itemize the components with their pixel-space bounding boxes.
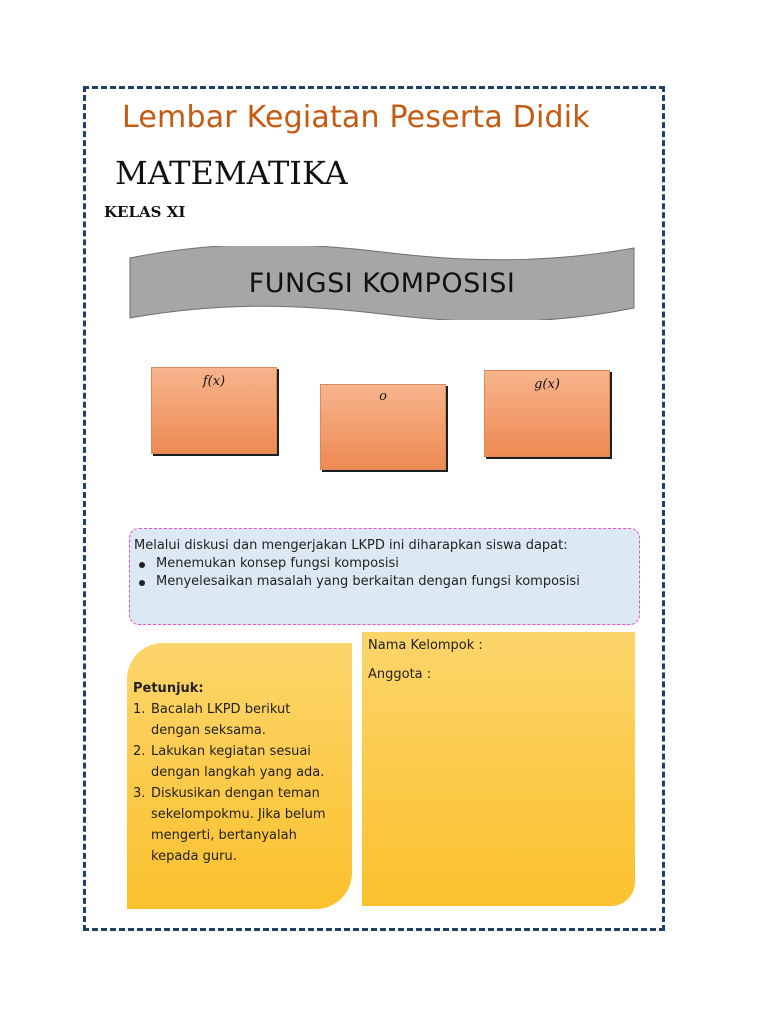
objective-text: Menemukan konsep fungsi komposisi	[156, 556, 399, 571]
bullet-icon	[139, 562, 145, 568]
instruction-number: 3.	[133, 786, 146, 801]
function-f-label: f(x)	[202, 374, 226, 389]
instruction-text: Lakukan kegiatan sesuai dengan langkah yang ada.	[151, 744, 325, 780]
learning-objectives-box	[129, 528, 640, 625]
bullet-icon	[139, 580, 145, 586]
instruction-item	[133, 699, 342, 741]
objective-text: Menyelesaikan masalah yang berkaitan dengan fungsi komposisi	[156, 574, 580, 589]
instruction-number: 1.	[133, 702, 146, 717]
objectives-list	[134, 556, 639, 589]
instructions-heading: Petunjuk:	[133, 681, 204, 696]
topic-title: FUNGSI KOMPOSISI	[248, 267, 516, 299]
instruction-item	[133, 783, 342, 867]
function-g-box	[484, 370, 610, 457]
instruction-text: Diskusikan dengan teman sekelompokmu. Jika belum mengerti, bertanyalah kepada guru.	[151, 786, 326, 864]
instructions-box	[127, 643, 352, 909]
objectives-intro: Melalui diskusi dan mengerjakan LKPD ini diharapkan siswa dapat:	[134, 538, 568, 553]
group-members-label: Anggota :	[368, 667, 432, 682]
function-g-label: g(x)	[534, 377, 560, 392]
instruction-number: 2.	[133, 744, 146, 759]
worksheet-title: Lembar Kegiatan Peserta Didik	[122, 100, 590, 135]
group-info-box	[362, 632, 635, 906]
composition-operator-box	[320, 384, 446, 470]
objective-item	[134, 574, 639, 589]
group-name-label: Nama Kelompok :	[368, 638, 483, 653]
topic-banner	[129, 246, 635, 320]
instructions-list	[133, 699, 342, 867]
instruction-text: Bacalah LKPD berikut dengan seksama.	[151, 702, 291, 738]
objective-item	[134, 556, 639, 571]
class-label: KELAS XI	[104, 203, 186, 221]
instruction-item	[133, 741, 342, 783]
composition-operator-label: o	[379, 389, 387, 404]
function-f-box	[151, 367, 277, 454]
subject-title: MATEMATIKA	[115, 154, 348, 192]
